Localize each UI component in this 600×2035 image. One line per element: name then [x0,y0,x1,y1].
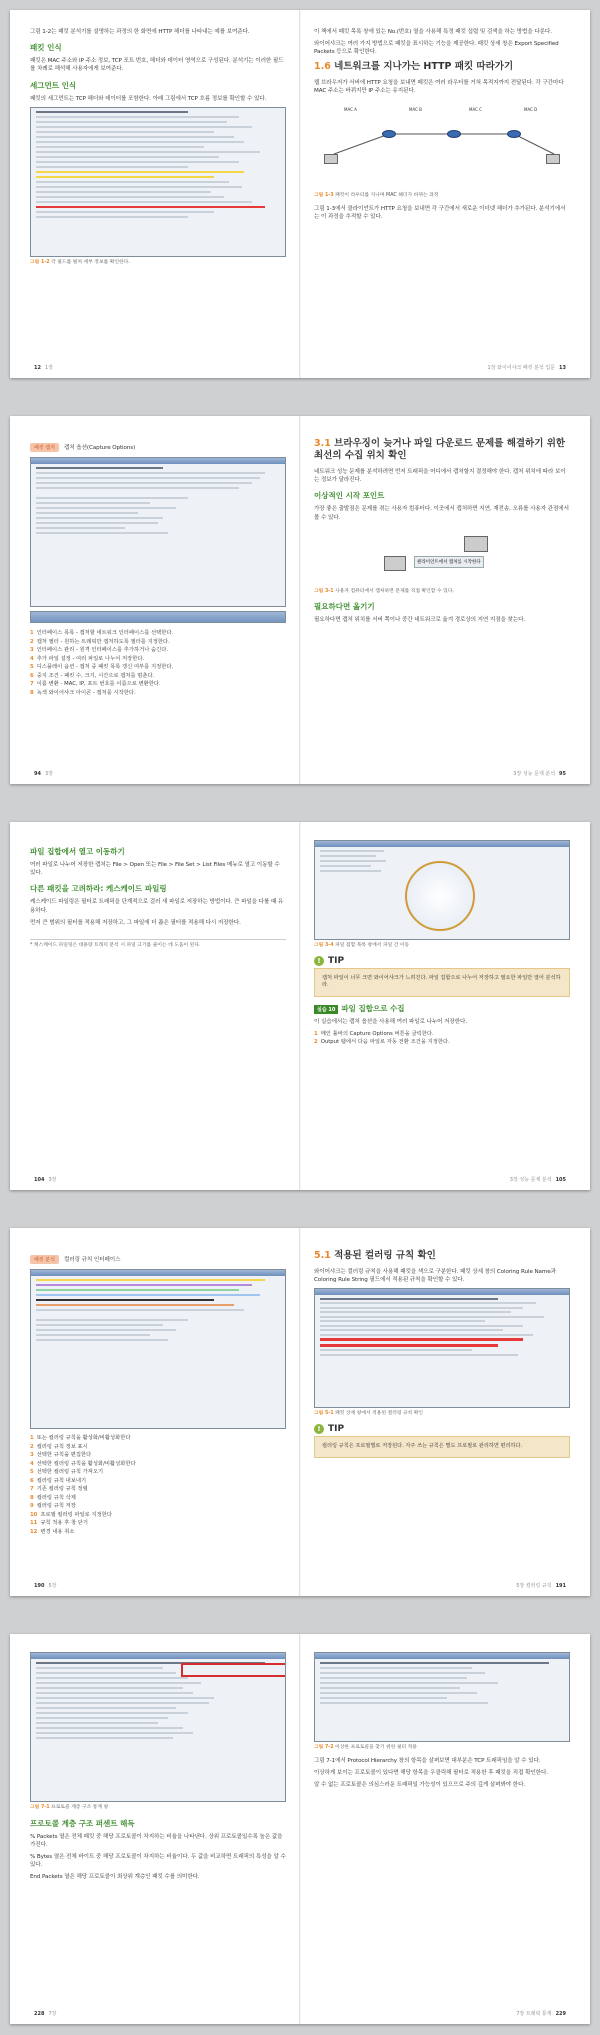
folio: 7장 트래픽 통계 229 [516,2011,566,2017]
spread-1 [10,10,590,378]
step-item: 4 추가 파일 설정 - 여러 파일로 나누어 저장한다. [30,655,145,662]
section-heading: 세그먼트 인식 [30,80,77,90]
mac-label: MAC A [344,107,357,113]
network-lines [314,99,570,189]
step-item: 8 컬러링 규칙 삭제 [30,1494,76,1501]
folio: 104 3장 [34,1177,57,1183]
tip-box: 컬러링 규칙은 프로필별로 저장된다. 자주 쓰는 규칙은 별도 프로필로 관리하면 편리하다. [314,1436,570,1458]
practice-heading: 실습 10 파일 집합으로 수집 [314,1003,570,1014]
spread-5 [10,1634,590,2024]
folio: 190 5장 [34,1583,57,1589]
folio: 12 1장 [34,365,53,371]
page-left [10,822,300,1190]
folio: 5장 컬러링 규칙 191 [516,1583,566,1589]
router [507,130,521,138]
network-diagram [314,99,570,189]
paragraph: 네트워크 성능 문제를 분석하려면 먼저 트래픽을 어디에서 캡처할지 결정해야 한다. 캡처 위치에 따라 보이는 정보가 달라진다. [314,469,566,484]
page-left [10,1228,300,1596]
paragraph: 먼저 큰 범위의 필터를 적용해 저장하고, 그 파일에 더 좁은 필터를 적용해 다시 저장한다. [30,919,241,926]
step-item: 12 변경 내용 취소 [30,1528,75,1535]
step-item: 9 컬러링 규칙 저장 [30,1503,76,1509]
page-right [300,1634,590,2024]
paragraph: End Packets 열은 해당 프로토콜이 최상위 계층인 패킷 수를 의미한다. [30,1874,200,1881]
paragraph: % Bytes 열은 전체 바이트 중 해당 프로토콜이 차지하는 비율이다. 두 값을 비교하면 트래픽의 특성을 알 수 있다. [30,1853,286,1869]
spread-4 [10,1228,590,1596]
paragraph: 필요하다면 캡처 위치를 서버 쪽이나 중간 네트워크로 옮겨 경로상의 지연 지점을 찾는다. [314,617,526,624]
server-icon [464,536,488,552]
protocol-hierarchy-screenshot [30,1652,286,1802]
tip-title: ! TIP [314,956,570,966]
step-item: 5 디스플레이 옵션 - 캡처 중 패킷 목록 갱신 여부를 지정한다. [30,664,174,670]
step-item: 8 녹색 와이어샤크 아이콘 - 캡처를 시작한다. [30,689,136,696]
paragraph: 패킷의 세그먼트는 TCP 헤더와 데이터를 포함한다. 아래 그림에서 TCP 흐름 정보를 확인할 수 있다. [30,95,267,102]
tip-title: ! TIP [314,1424,570,1434]
step-item: 10 프로필 컬러링 파일로 지정한다 [30,1511,112,1518]
mac-label: MAC D [524,107,538,113]
mac-label: MAC B [409,107,422,113]
capture-options-screenshot [30,457,286,607]
spread-2 [10,416,590,784]
step-item: 1 메인 툴바의 Capture Options 버튼을 클릭한다. [314,1030,434,1037]
section-title: 1.6 네트워크를 지나가는 HTTP 패킷 따라가기 [314,60,514,72]
page-left [10,416,300,784]
client-computer [384,556,406,571]
server [546,154,560,164]
packet-detail-screenshot [30,107,286,257]
folio: 228 7장 [34,2011,57,2017]
paragraph: 웹 브라우저가 서버에 HTTP 요청을 보내면 패킷은 여러 라우터를 거쳐 목적지까지 전달된다. 각 구간마다 MAC 주소는 바뀌지만 IP 주소는 유지된다. [314,79,564,94]
section-heading: 필요하다면 옮기기 [314,602,375,612]
step-item: 2 컬러링 규칙 정보 표시 [30,1443,88,1450]
coloring-rules-screenshot [30,1269,286,1429]
file-set-screenshot [314,840,570,940]
section-title: 5.1 적용된 컬러링 규칙 확인 [314,1250,436,1261]
paragraph: 그림 1-3에서 클라이언트가 HTTP 요청을 보내면 각 구간에서 새로운 이더넷 헤더가 추가된다. 분석기에서는 이 과정을 추적할 수 있다. [314,205,566,220]
capture-point-diagram [314,526,570,586]
client-computer [324,154,338,164]
paragraph: 이상하게 보이는 프로토콜이 있다면 해당 항목을 우클릭해 필터로 적용한 후 패킷을 직접 확인한다. [314,1769,548,1776]
folio: 1장 와이어샤크 패킷 분석 입문 13 [487,365,566,371]
router [447,130,461,138]
paragraph: 그림 7-1에서 Protocol Hierarchy 창의 항목을 살펴보면 대부분은 TCP 트래픽임을 알 수 있다. [314,1757,541,1764]
page-right [300,416,590,784]
graph-circle [405,861,475,931]
figure-caption: 그림 3-4 파일 집합 목록 창에서 파일 간 이동 [314,943,410,948]
page-right [300,1228,590,1596]
paragraph: 이 실습에서는 캡처 옵션을 사용해 여러 파일로 나누어 저장한다. [314,1018,467,1025]
section-heading: 이상적인 시작 포인트 [314,491,385,501]
section-tag: 패킷 분석 컬러링 규칙 인터페이스 [30,1246,286,1269]
router [382,130,396,138]
step-item: 4 선택한 컬러링 규칙을 활성화/비활성화한다 [30,1460,136,1467]
section-heading: 다른 패킷을 고려하라: 케스케이드 파일링 [30,884,167,894]
callout-bubble: 클라이언트에서 캡처를 시작한다 [414,556,484,568]
tip-box: 캡처 파일이 너무 크면 와이어샤크가 느려진다. 파일 집합으로 나누어 저장하고 필요한 파일만 열어 분석하라. [314,968,570,997]
spread-3 [10,822,590,1190]
step-item: 5 선택한 컬러링 규칙 가져오기 [30,1469,104,1475]
packet-detail-screenshot [314,1288,570,1408]
step-item: 2 캡처 필터 - 원하는 트래픽만 캡처하도록 필터를 지정한다. [30,638,170,645]
paragraph: 케스케이드 파일링은 필터로 트래픽을 단계적으로 걸러 새 파일로 저장하는 방법이다. 큰 파일을 다룰 때 유용하다. [30,899,284,914]
step-item: 3 선택한 규칙을 편집한다 [30,1452,92,1458]
figure-caption: 그림 1-2 각 필드를 펼쳐 세부 정보를 확인한다. [30,259,130,265]
section-heading: 파일 집합에서 열고 이동하기 [30,847,125,856]
paragraph: % Packets 열은 전체 패킷 중 해당 프로토콜이 차지하는 비율을 나타낸다. 상위 프로토콜일수록 높은 값을 가진다. [30,1833,283,1848]
paragraph: 가장 좋은 출발점은 문제를 겪는 사용자 컴퓨터다. 이곳에서 캡처하면 지연, 재전송, 오류를 사용자 관점에서 볼 수 있다. [314,506,569,521]
tip-icon: ! [314,956,324,966]
toolbar-screenshot [30,611,286,623]
step-item: 1 인터페이스 목록 - 캡처할 네트워크 인터페이스를 선택한다. [30,630,174,636]
step-item: 7 이름 변환 - MAC, IP, 포트 번호를 이름으로 변환한다. [30,681,161,687]
step-item: 7 기존 컬러링 규칙 정렬 [30,1486,88,1492]
paragraph: 와이어샤크는 여러 가지 방법으로 패킷을 표시하는 기능을 제공한다. 패킷 상세 창은 Export Specified Packets 등으로 확인한다. [314,41,559,56]
step-item: 2 Output 탭에서 다음 파일로 자동 전환 조건을 지정한다. [314,1039,450,1046]
page-left [10,1634,300,2024]
page-right [300,822,590,1190]
paragraph: 이 책에서 패킷 목록 창에 있는 No.(번호) 열을 사용해 특정 패킷 섭렵 및 검색을 하는 방법을 다룬다. [314,29,552,35]
step-item: 3 인터페이스 관리 - 원격 인터페이스를 추가하거나 숨긴다. [30,647,169,653]
paragraph: 패킷은 MAC 주소와 IP 주소 정보, TCP 포트 번호, 헤더와 데이터 영역으로 구성된다. 분석기는 이러한 필드를 차례로 해석해 사용자에게 보여준다. [30,58,284,73]
figure-caption: 그림 5-1 패킷 상세 창에서 적용된 컬러링 규칙 확인 [314,1411,424,1417]
step-item: 1 또는 컬러링 규칙을 활성화/비활성화한다 [30,1435,131,1441]
mac-label: MAC C [469,107,482,113]
footnote: * 케스케이드 파일링은 대용량 트래픽 분석 시 파일 크기를 줄이는 데 도움이 된다. [30,939,286,950]
tip-icon: ! [314,1424,324,1434]
step-item: 11 규칙 적용 후 창 닫기 [30,1520,89,1526]
paragraph: 와이어샤크는 컬러링 규칙을 사용해 패킷을 색으로 구분한다. 패킷 상세 창의 Coloring Rule Name과 Coloring Rule String 필드에서 적용된 규칙을 확인할 수 있다. [314,1269,556,1284]
folio: 94 3장 [34,771,53,777]
section-heading: 패킷 인식 [30,43,62,53]
step-item: 6 컬러링 규칙 내보내기 [30,1477,87,1484]
figure-caption: 그림 7-2 이상한 프로토콜을 찾기 위한 필터 적용 [314,1745,417,1750]
paragraph: 알 수 없는 프로토콜은 의심스러운 트래픽일 가능성이 있으므로 주의 깊게 살펴봐야 한다. [314,1781,526,1788]
section-heading: 프로토콜 계층 구조 퍼센트 해독 [30,1818,135,1828]
folio: 3장 성능 문제 분석 95 [513,771,566,777]
section-tag: 패킷 캡처 캡처 옵션(Capture Options) [30,434,286,457]
protocol-filter-screenshot [314,1652,570,1742]
step-item: 6 중지 조건 - 패킷 수, 크기, 시간으로 캡처를 멈춘다. [30,672,155,679]
paragraph: 그림 1-2는 패킷 분석기를 설명하는 과정의 한 화면에 HTTP 헤더를 나타내는 예를 보여준다. [30,29,250,35]
figure-caption: 그림 1-3 패킷이 라우터를 지나며 MAC 헤더가 바뀌는 과정 [314,193,439,199]
highlight-box [181,1663,286,1677]
figure-caption: 그림 7-1 프로토콜 계층 구조 통계 창 [30,1805,109,1810]
page-left [10,10,300,378]
page-right [300,10,590,378]
figure-caption: 그림 3-1 사용자 컴퓨터에서 캡처하면 문제를 직접 확인할 수 있다. [314,588,454,594]
section-title: 3.1 브라우징이 늦거나 파일 다운로드 문제를 해결하기 위한 최선의 수집 위치 확인 [314,438,566,461]
folio: 3장 성능 문제 분석 105 [509,1177,566,1183]
paragraph: 여러 파일로 나누어 저장한 캡처는 File > Open 또는 File > File Set > List Files 메뉴로 열고 이동할 수 있다. [30,862,280,877]
